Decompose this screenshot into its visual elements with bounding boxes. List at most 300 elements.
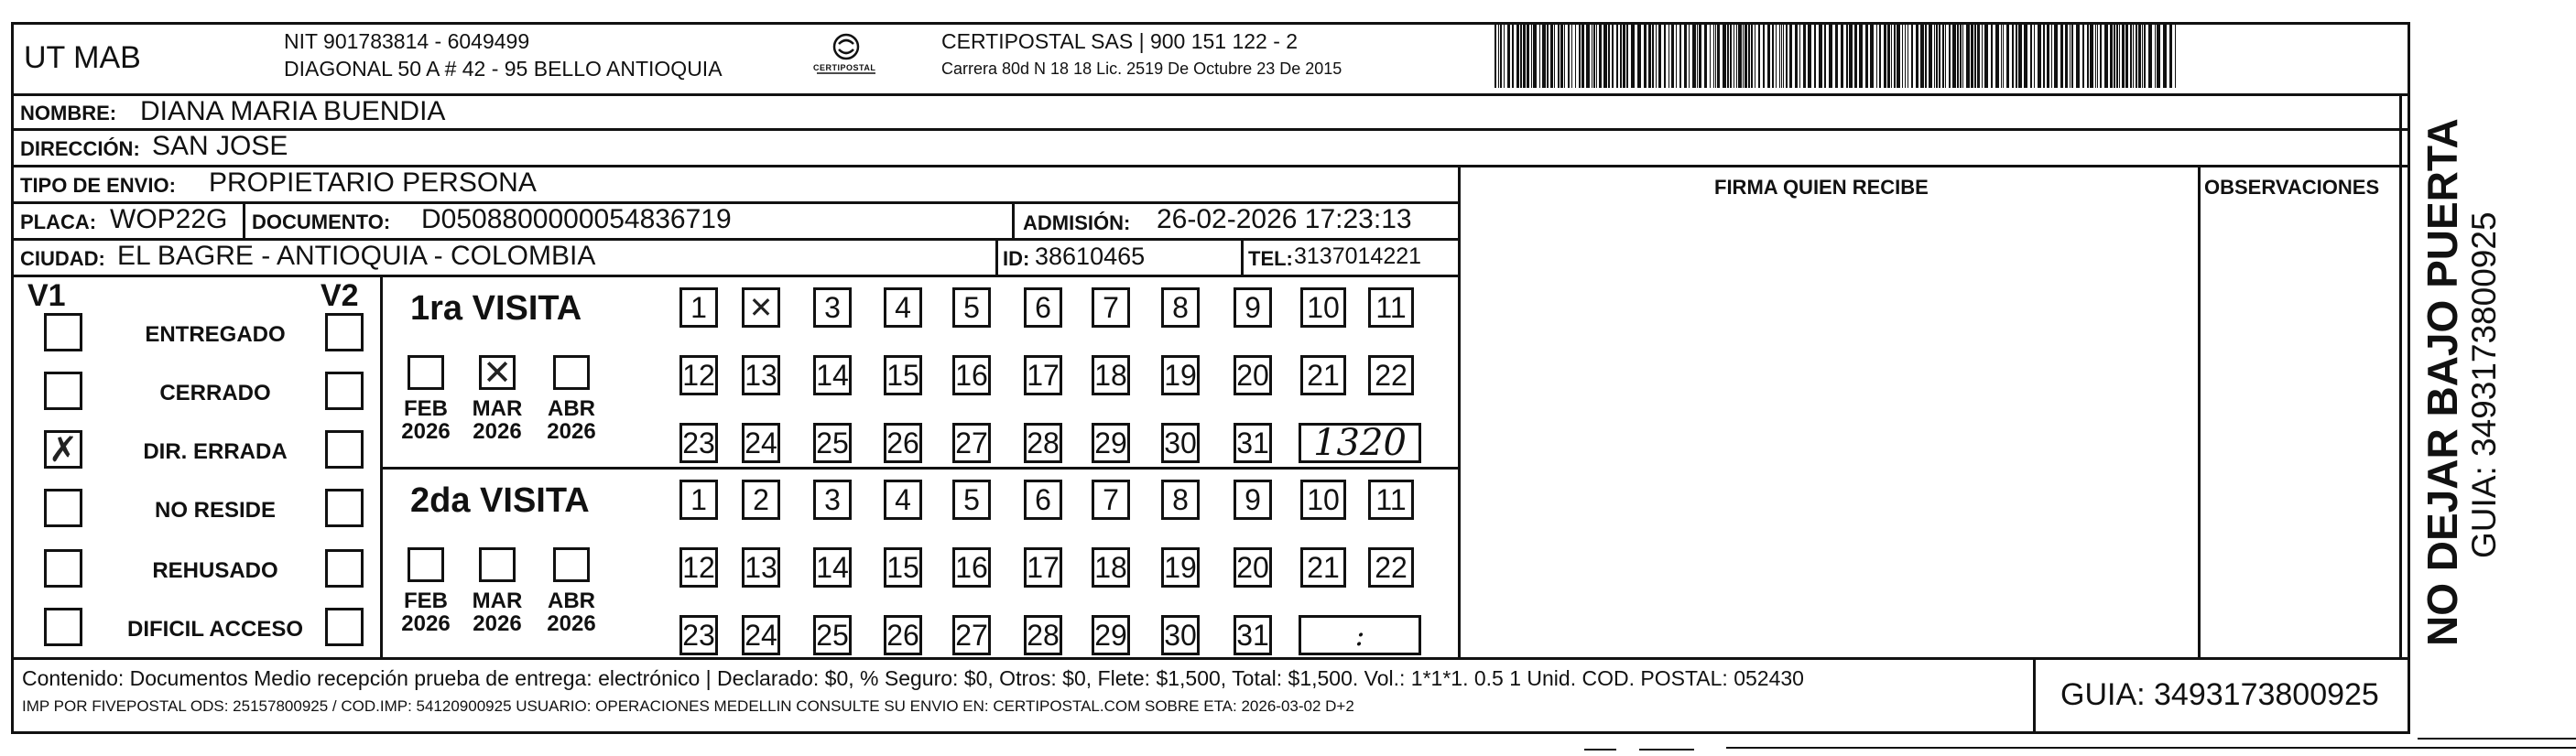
barcode-bar (1763, 24, 1765, 88)
barcode-bar (1512, 24, 1514, 88)
barcode-bar (1507, 24, 1510, 88)
barcode-bar (2148, 24, 2152, 88)
barcode-bar (1516, 24, 1519, 88)
side-guia-text: GUIA: 3493173800925 (2465, 211, 2503, 558)
barcode-bar (2130, 24, 2132, 88)
company-address: DIAGONAL 50 A # 42 - 95 BELLO ANTIOQUIA (284, 57, 723, 81)
barcode-bar (1586, 24, 1590, 88)
day-box[interactable]: 25 (813, 423, 852, 463)
day-box[interactable]: 30 (1161, 615, 1200, 655)
month-year: 2026 (401, 611, 451, 637)
month-year: 2026 (473, 419, 522, 445)
day-box[interactable]: 4 (884, 480, 922, 520)
barcode-bar (1772, 24, 1774, 88)
barcode-bar (1783, 24, 1784, 88)
day-box[interactable]: 31 (1234, 615, 1272, 655)
month-year: 2026 (547, 611, 596, 637)
barcode-bar (1781, 24, 1782, 88)
barcode-bar (1620, 24, 1622, 88)
tipo-envio-value: PROPIETARIO PERSONA (209, 167, 537, 198)
barcode-bar (1658, 24, 1661, 88)
barcode-bar (1689, 24, 1690, 88)
barcode-bar (1713, 24, 1714, 88)
barcode-bar (1558, 24, 1560, 88)
barcode-bar (2125, 24, 2128, 88)
day-box[interactable]: 11 (1368, 287, 1414, 328)
day-box[interactable]: 17 (1024, 547, 1062, 588)
barcode-bar (2116, 24, 2118, 88)
imp-text: IMP POR FIVEPOSTAL ODS: 25157800925 / COD.IMP: 54120900925 USUARIO: OPERACIONES MEDELLIN CONSULTE SU ENVIO EN: CERTIPOSTAL.COM SOBRE ETA: 2026-03-02 D+2 (22, 697, 1354, 715)
barcode-bar (1745, 24, 1747, 88)
barcode-bar (1884, 24, 1886, 88)
day-box[interactable]: 27 (952, 615, 991, 655)
barcode-bar (1795, 24, 1798, 88)
barcode-bar (1495, 24, 1496, 88)
barcode-bar (1531, 24, 1532, 88)
barcode-bar (1876, 24, 1877, 88)
company-nit: NIT 901783814 - 6049499 (284, 29, 530, 53)
day-box[interactable]: 23 (679, 615, 718, 655)
barcode-bar (1859, 24, 1863, 88)
day-box[interactable]: 5 (952, 287, 991, 328)
barcode-bar (1991, 24, 1993, 88)
day-box[interactable]: 23 (679, 423, 718, 463)
day-box[interactable]: 1 (679, 287, 718, 328)
month-checkbox[interactable] (408, 547, 444, 582)
barcode-bar (1626, 24, 1628, 88)
company-name: UT MAB (24, 40, 141, 75)
barcode-bar (1936, 24, 1938, 88)
barcode-bar (1952, 24, 1956, 88)
barcode-bar (1679, 24, 1681, 88)
day-box[interactable]: 18 (1092, 355, 1130, 395)
barcode-bar (1571, 24, 1572, 88)
barcode-bar (1949, 24, 1951, 88)
barcode-bar (1974, 24, 1976, 88)
barcode-bar (1498, 24, 1499, 88)
visit-title: 2da VISITA (410, 481, 590, 520)
barcode-bar (1803, 24, 1806, 88)
barcode-bar (1727, 24, 1729, 88)
barcode-bar (1623, 24, 1625, 88)
day-box[interactable]: 25 (813, 615, 852, 655)
barcode-bar (1500, 24, 1502, 88)
month-label (395, 589, 457, 635)
direccion-value: SAN JOSE (152, 131, 288, 161)
barcode-bar (1664, 24, 1666, 88)
v2-checkbox[interactable] (325, 430, 364, 469)
month-label (466, 589, 528, 635)
barcode-bar (2163, 24, 2167, 88)
month-year: 2026 (401, 419, 451, 445)
barcode-bar (1668, 24, 1669, 88)
direccion-label: DIRECCIÓN: (20, 137, 140, 160)
v1-checkbox[interactable]: ✗ (44, 430, 82, 469)
logo-text: CERTIPOSTAL (813, 63, 876, 72)
barcode-bar (1829, 24, 1832, 88)
barcode-bar (1579, 24, 1581, 88)
tel-value: 3137014221 (1294, 243, 1422, 269)
barcode-bar (1648, 24, 1651, 88)
v2-checkbox[interactable] (325, 608, 364, 646)
barcode-bar (2119, 24, 2120, 88)
day-box[interactable]: 14 (813, 355, 852, 395)
day-box[interactable]: 16 (952, 547, 991, 588)
barcode-bar (1960, 24, 1962, 88)
day-box[interactable]: 22 (1368, 547, 1414, 588)
barcode-bar (1631, 24, 1635, 88)
barcode-bar (1939, 24, 1940, 88)
barcode-bar (2142, 24, 2143, 88)
barcode-bar (1637, 24, 1641, 88)
barcode-bar (1612, 24, 1614, 88)
tel-label: TEL: (1248, 247, 1293, 270)
v2-checkbox[interactable] (325, 549, 364, 588)
day-box[interactable]: 12 (679, 355, 718, 395)
barcode-bar (1520, 24, 1522, 88)
barcode-bar (1835, 24, 1838, 88)
barcode-bar (1581, 24, 1584, 88)
v2-checkbox[interactable] (325, 313, 364, 351)
barcode-bar (2071, 24, 2073, 88)
day-box[interactable]: 26 (884, 423, 922, 463)
day-box[interactable]: 6 (1024, 287, 1062, 328)
barcode-bar (2038, 24, 2041, 88)
barcode-bar (2001, 24, 2002, 88)
month-name: ABR (548, 589, 595, 613)
barcode-bar (1723, 24, 1726, 88)
barcode-bar (1841, 24, 1843, 88)
placa-value: WOP22G (110, 204, 228, 234)
day-box[interactable]: 28 (1024, 615, 1062, 655)
day-box[interactable]: 12 (679, 547, 718, 588)
day-box[interactable]: 8 (1161, 287, 1200, 328)
firma-header: FIRMA QUIEN RECIBE (1714, 176, 1929, 199)
admision-value: 26-02-2026 17:23:13 (1157, 204, 1412, 234)
barcode-bar (2144, 24, 2146, 88)
barcode-bar (2024, 24, 2027, 88)
barcode-bar (1751, 24, 1753, 88)
barcode-bar (1692, 24, 1696, 88)
barcode-bar (2006, 24, 2009, 88)
barcode (1495, 24, 2176, 88)
day-box[interactable]: 9 (1234, 480, 1272, 520)
day-box[interactable]: 11 (1368, 480, 1414, 520)
status-label: REHUSADO (152, 558, 278, 583)
barcode-bar (1982, 24, 1983, 88)
barcode-bar (1652, 24, 1654, 88)
month-name: ABR (548, 396, 595, 421)
barcode-bar (1819, 24, 1822, 88)
barcode-bar (1564, 24, 1565, 88)
day-box[interactable]: 18 (1092, 547, 1130, 588)
placa-label: PLACA: (20, 211, 97, 233)
status-label: ENTREGADO (145, 322, 286, 347)
v1-checkbox[interactable] (44, 489, 82, 527)
barcode-bar (1596, 24, 1597, 88)
side-text (2414, 101, 2551, 650)
footer-guia: GUIA: 3493173800925 (2060, 677, 2379, 712)
v2-checkbox[interactable] (325, 372, 364, 410)
barcode-bar (2082, 24, 2084, 88)
v1-checkbox[interactable] (44, 313, 82, 351)
day-box[interactable]: 10 (1300, 287, 1346, 328)
v1-label: V1 (27, 278, 66, 313)
day-box[interactable]: 7 (1092, 480, 1130, 520)
certipostal-address: Carrera 80d N 18 18 Lic. 2519 De Octubre 23 De 2015 (941, 59, 1342, 78)
month-checkbox[interactable] (553, 547, 590, 582)
barcode-bar (1879, 24, 1881, 88)
day-box[interactable]: 17 (1024, 355, 1062, 395)
day-box[interactable]: 6 (1024, 480, 1062, 520)
nombre-value: DIANA MARIA BUENDIA (140, 96, 446, 126)
barcode-bar (1575, 24, 1576, 88)
day-box[interactable]: 29 (1092, 615, 1130, 655)
documento-value: D0508800000054836719 (421, 204, 732, 234)
barcode-bar (1736, 24, 1737, 88)
barcode-bar (1550, 24, 1553, 88)
v1-checkbox[interactable] (44, 549, 82, 588)
barcode-bar (2138, 24, 2141, 88)
v1-checkbox[interactable] (44, 372, 82, 410)
day-box[interactable]: 26 (884, 615, 922, 655)
barcode-bar (1814, 24, 1816, 88)
day-box[interactable]: 29 (1092, 423, 1130, 463)
month-name: MAR (472, 396, 523, 421)
day-box[interactable]: 13 (742, 355, 780, 395)
month-name: FEB (404, 396, 448, 421)
barcode-bar (1870, 24, 1874, 88)
barcode-bar (2012, 24, 2014, 88)
barcode-bar (1911, 24, 1913, 88)
barcode-bar (1593, 24, 1595, 88)
barcode-bar (1608, 24, 1610, 88)
barcode-bar (1554, 24, 1555, 88)
barcode-bar (1717, 24, 1720, 88)
barcode-bar (2034, 24, 2035, 88)
barcode-bar (1905, 24, 1906, 88)
status-label: CERRADO (159, 381, 271, 405)
barcode-bar (1897, 24, 1900, 88)
barcode-bar (2100, 24, 2102, 88)
barcode-bar (2095, 24, 2096, 88)
barcode-bar (2090, 24, 2093, 88)
day-box[interactable]: 21 (1300, 547, 1346, 588)
barcode-bar (1971, 24, 1973, 88)
observaciones-header: OBSERVACIONES (2204, 176, 2380, 199)
month-checkbox[interactable] (479, 547, 516, 582)
barcode-bar (1920, 24, 1924, 88)
barcode-bar (1849, 24, 1853, 88)
barcode-bar (1527, 24, 1529, 88)
day-box[interactable]: 20 (1234, 355, 1272, 395)
barcode-bar (1644, 24, 1647, 88)
barcode-bar (1942, 24, 1944, 88)
barcode-bar (1560, 24, 1563, 88)
contenido-text: Contenido: Documentos Medio recepción prueba de entrega: electrónico | Declarado: $0, % Seguro: $0, Otros: $0, Flete: $1,500, Total: $1,500. Vol.: 1*1*1. 0.5 1 Unid. COD. POSTAL: 052430 (22, 666, 1804, 690)
day-box[interactable]: 5 (952, 480, 991, 520)
day-box[interactable]: 15 (884, 355, 922, 395)
barcode-bar (1984, 24, 1988, 88)
barcode-bar (2169, 24, 2172, 88)
status-label: DIFICIL ACCESO (126, 617, 303, 642)
barcode-bar (1748, 24, 1750, 88)
day-box[interactable]: 15 (884, 547, 922, 588)
day-box[interactable]: ✕ (742, 287, 780, 328)
barcode-bar (1699, 24, 1701, 88)
barcode-bar (2114, 24, 2115, 88)
barcode-bar (1995, 24, 1999, 88)
barcode-bar (2110, 24, 2113, 88)
status-label: NO RESIDE (154, 498, 277, 523)
barcode-bar (1779, 24, 1780, 88)
day-box[interactable]: 9 (1234, 287, 1272, 328)
tipo-envio-label: TIPO DE ENVIO: (20, 174, 176, 197)
barcode-bar (2133, 24, 2134, 88)
barcode-bar (1599, 24, 1602, 88)
barcode-bar (1523, 24, 1526, 88)
day-box[interactable]: 7 (1092, 287, 1130, 328)
day-box[interactable]: 4 (884, 287, 922, 328)
barcode-bar (1786, 24, 1788, 88)
barcode-bar (2157, 24, 2160, 88)
barcode-bar (1891, 24, 1892, 88)
time-box[interactable]: : (1299, 615, 1421, 655)
barcode-bar (1533, 24, 1537, 88)
day-box[interactable]: 31 (1234, 423, 1272, 463)
certipostal-name: CERTIPOSTAL SAS | 900 151 122 - 2 (941, 29, 1299, 53)
month-label (466, 397, 528, 443)
barcode-bar (1568, 24, 1570, 88)
barcode-bar (1966, 24, 1970, 88)
barcode-bar (1676, 24, 1677, 88)
day-box[interactable]: 16 (952, 355, 991, 395)
day-box[interactable]: 3 (813, 287, 852, 328)
barcode-bar (1697, 24, 1698, 88)
barcode-bar (2060, 24, 2063, 88)
v2-checkbox[interactable] (325, 489, 364, 527)
barcode-bar (1957, 24, 1959, 88)
barcode-bar (1743, 24, 1744, 88)
barcode-bar (1902, 24, 1903, 88)
barcode-bar (1738, 24, 1742, 88)
day-box[interactable]: 22 (1368, 355, 1414, 395)
day-box[interactable]: 13 (742, 547, 780, 588)
id-value: 38610465 (1035, 243, 1146, 270)
barcode-bar (2087, 24, 2089, 88)
day-box[interactable]: 28 (1024, 423, 1062, 463)
barcode-bar (2065, 24, 2068, 88)
barcode-bar (1539, 24, 1540, 88)
barcode-bar (1925, 24, 1927, 88)
barcode-bar (1603, 24, 1607, 88)
id-label: ID: (1003, 247, 1030, 270)
barcode-bar (2051, 24, 2052, 88)
barcode-bar (2016, 24, 2017, 88)
barcode-bar (1656, 24, 1657, 88)
barcode-bar (1767, 24, 1770, 88)
day-box[interactable]: 14 (813, 547, 852, 588)
barcode-bar (1945, 24, 1946, 88)
day-box[interactable]: 2 (742, 480, 780, 520)
status-label: DIR. ERRADA (143, 439, 288, 464)
barcode-bar (2136, 24, 2137, 88)
barcode-bar (2070, 24, 2071, 88)
v1-checkbox[interactable] (44, 608, 82, 646)
barcode-bar (1616, 24, 1618, 88)
barcode-bar (1846, 24, 1848, 88)
month-year: 2026 (547, 419, 596, 445)
barcode-bar (2104, 24, 2108, 88)
v2-label: V2 (321, 278, 359, 313)
month-label (540, 589, 603, 635)
barcode-bar (1730, 24, 1732, 88)
barcode-bar (1887, 24, 1890, 88)
day-box[interactable]: 19 (1161, 547, 1200, 588)
barcode-bar (1962, 24, 1963, 88)
day-box[interactable]: 27 (952, 423, 991, 463)
month-label (540, 397, 603, 443)
no-dejar-text: NO DEJAR BAJO PUERTA (2418, 118, 2466, 646)
barcode-bar (2097, 24, 2098, 88)
admision-label: ADMISIÓN: (1023, 211, 1131, 234)
barcode-bar (1710, 24, 1711, 88)
barcode-bar (2175, 24, 2176, 88)
barcode-bar (1865, 24, 1868, 88)
barcode-bar (1776, 24, 1777, 88)
barcode-bar (1715, 24, 1716, 88)
barcode-bar (1799, 24, 1800, 88)
barcode-bar (2043, 24, 2045, 88)
day-box[interactable]: 20 (1234, 547, 1272, 588)
barcode-bar (1547, 24, 1549, 88)
barcode-bar (1684, 24, 1687, 88)
day-box[interactable]: 21 (1300, 355, 1346, 395)
barcode-bar (2030, 24, 2032, 88)
time-box[interactable]: 1320 (1299, 423, 1421, 463)
day-box[interactable]: 1 (679, 480, 718, 520)
documento-label: DOCUMENTO: (252, 211, 391, 233)
month-checkbox[interactable] (408, 355, 444, 390)
barcode-bar (2054, 24, 2058, 88)
barcode-bar (2047, 24, 2049, 88)
month-checkbox[interactable] (553, 355, 590, 390)
barcode-bar (2122, 24, 2125, 88)
day-box[interactable]: 8 (1161, 480, 1200, 520)
day-box[interactable]: 30 (1161, 423, 1200, 463)
barcode-bar (1758, 24, 1760, 88)
month-name: FEB (404, 589, 448, 613)
month-checkbox[interactable]: ✕ (479, 355, 516, 390)
barcode-bar (1854, 24, 1857, 88)
barcode-bar (2018, 24, 2022, 88)
day-box[interactable]: 24 (742, 615, 780, 655)
barcode-bar (1808, 24, 1811, 88)
visit-title: 1ra VISITA (410, 289, 582, 328)
day-box[interactable]: 3 (813, 480, 852, 520)
day-box[interactable]: 10 (1300, 480, 1346, 520)
barcode-bar (1929, 24, 1932, 88)
barcode-bar (1671, 24, 1674, 88)
day-box[interactable]: 24 (742, 423, 780, 463)
month-label (395, 397, 457, 443)
barcode-bar (1789, 24, 1792, 88)
barcode-bar (1894, 24, 1896, 88)
barcode-bar (1824, 24, 1826, 88)
barcode-bar (2003, 24, 2004, 88)
month-year: 2026 (473, 611, 522, 637)
day-box[interactable]: 19 (1161, 355, 1200, 395)
